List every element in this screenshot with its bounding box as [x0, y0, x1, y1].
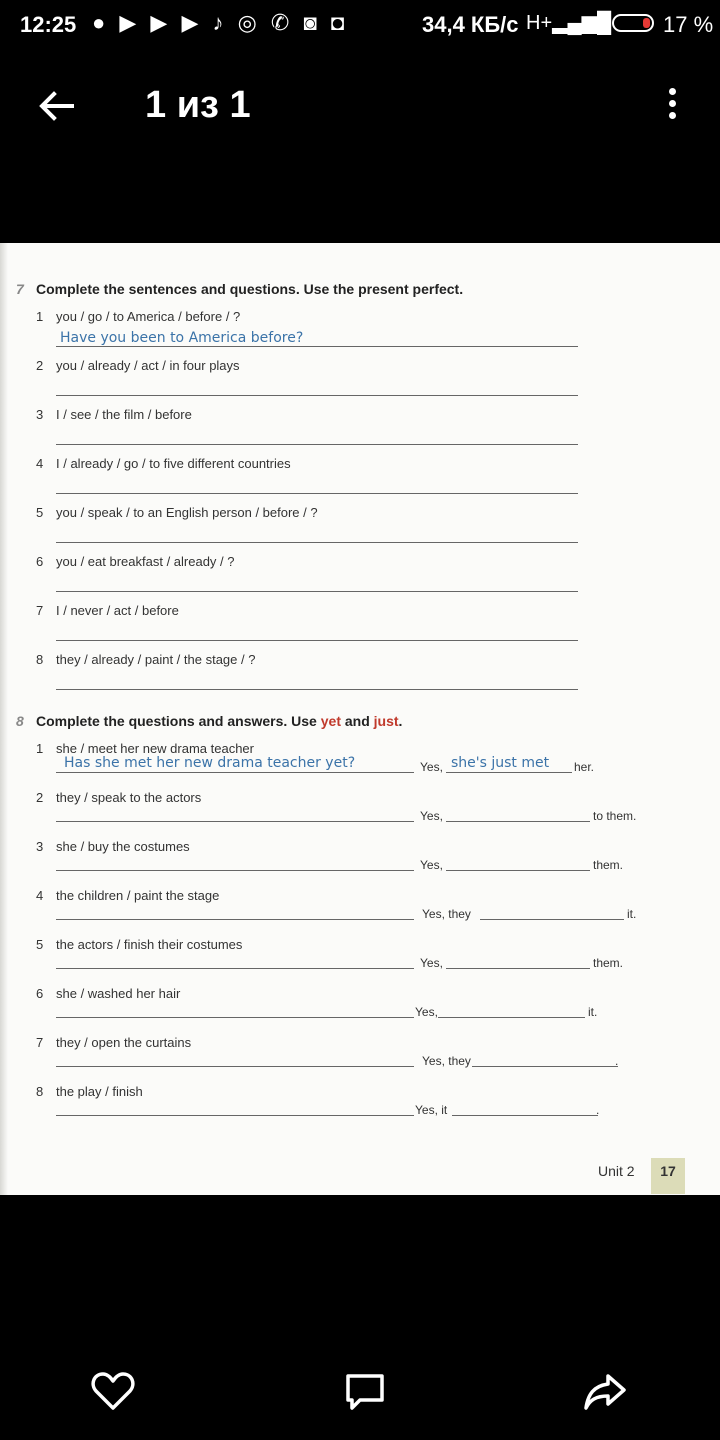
answer-line: [56, 346, 578, 347]
exercise-7-answer: Have you been to America before?: [60, 330, 304, 346]
exercise-7-item: 4 I / already / go / to five different countries: [36, 456, 291, 471]
exercise-7-item: 5 you / speak / to an English person / before / ?: [36, 505, 318, 520]
exercise-7-item: 2 you / already / act / in four plays: [36, 358, 240, 373]
answer-suffix: .: [596, 1103, 600, 1117]
exercise-8-item: 3 she / buy the costumes: [36, 839, 190, 854]
exercise-8-item: 7 they / open the curtains: [36, 1035, 192, 1050]
network-speed: 34,4 КБ/с: [422, 12, 519, 37]
answer-line: [56, 493, 578, 494]
exercise-7-item: 8 they / already / paint / the stage / ?: [36, 652, 256, 667]
exercise-7-item: 1 you / go / to America / before / ?: [36, 309, 241, 324]
worksheet-image[interactable]: [0, 243, 720, 1195]
share-icon[interactable]: [580, 1366, 630, 1416]
exercise-7-item: 7 I / never / act / before: [36, 603, 179, 618]
answer-prefix: Yes,: [420, 858, 443, 872]
answer-line: [480, 919, 624, 920]
exercise-8-item: 2 they / speak to the actors: [36, 790, 202, 805]
answer-line: [446, 968, 590, 969]
status-time: 12:25: [20, 12, 77, 37]
answer-prefix: Yes,: [415, 1005, 438, 1019]
answer-prefix: Yes,: [420, 809, 443, 823]
exercise-7-heading: 7 Complete the sentences and questions. Use the present perfect.: [16, 281, 464, 297]
answer-suffix: .: [615, 1054, 619, 1068]
exercise-7-item: 6 you / eat breakfast / already / ?: [36, 554, 235, 569]
bottom-action-bar: [0, 1340, 720, 1440]
answer-prefix: Yes, they: [422, 1054, 471, 1068]
answer-suffix: it.: [588, 1005, 598, 1019]
question-line: [56, 1066, 414, 1067]
question-line: [56, 870, 414, 871]
answer-line: [56, 689, 578, 690]
answer-prefix: Yes,: [420, 956, 443, 970]
arrow-left-icon[interactable]: [32, 84, 80, 132]
answer-suffix: to them.: [593, 809, 637, 823]
signal-icon: H+▂▄▆█: [526, 12, 612, 34]
exercise-8-item: 6 she / washed her hair: [36, 986, 181, 1001]
exercise-8-heading: 8 Complete the questions and answers. Use yet and just.: [16, 713, 403, 729]
answer-prefix: Yes,: [420, 760, 443, 774]
answer-prefix: Yes, it: [415, 1103, 448, 1117]
unit-label: Unit 2: [598, 1163, 635, 1179]
question-line: [56, 1115, 414, 1116]
answer-line: [56, 444, 578, 445]
battery-icon: [612, 14, 654, 32]
answer-fill: she's just met: [451, 755, 550, 771]
answer-line: [56, 591, 578, 592]
heart-icon[interactable]: [88, 1366, 138, 1416]
page-counter-title: 1 из 1: [145, 84, 251, 126]
app-bar: [0, 60, 720, 150]
answer-line: [446, 772, 572, 773]
answer-line: [446, 821, 590, 822]
question-line: [56, 821, 414, 822]
question-line: [56, 919, 414, 920]
exercise-7-item: 3 I / see / the film / before: [36, 407, 192, 422]
notification-icons: ● ▶ ▶ ▶ ♪ ◎ ✆ ◙ ◘: [92, 10, 349, 35]
exercise-8-item: 5 the actors / finish their costumes: [36, 937, 243, 952]
answer-line: [438, 1017, 585, 1018]
chat-icon[interactable]: [340, 1366, 390, 1416]
answer-suffix: them.: [593, 858, 624, 872]
page-number: 17: [651, 1158, 685, 1194]
question-line: [56, 1017, 414, 1018]
question-line: [56, 772, 414, 773]
answer-line: [56, 640, 578, 641]
exercise-8-item: 4 the children / paint the stage: [36, 888, 220, 903]
answer-line: [56, 542, 578, 543]
answer-suffix: it.: [627, 907, 637, 921]
exercise-8-item: 1 she / meet her new drama teacher: [36, 741, 254, 756]
question-line: [56, 968, 414, 969]
more-vert-icon[interactable]: [656, 84, 688, 132]
answer-prefix: Yes, they: [422, 907, 471, 921]
answer-line: [56, 395, 578, 396]
exercise-8-item: 8 the play / finish: [36, 1084, 143, 1099]
answer-suffix: them.: [593, 956, 624, 970]
answer-suffix: her.: [574, 760, 595, 774]
exercise-8-question: Has she met her new drama teacher yet?: [64, 755, 356, 771]
answer-line: [452, 1115, 598, 1116]
answer-line: [472, 1066, 618, 1067]
answer-line: [446, 870, 590, 871]
status-bar: [0, 0, 720, 50]
battery-percent: 17 %: [663, 12, 714, 37]
